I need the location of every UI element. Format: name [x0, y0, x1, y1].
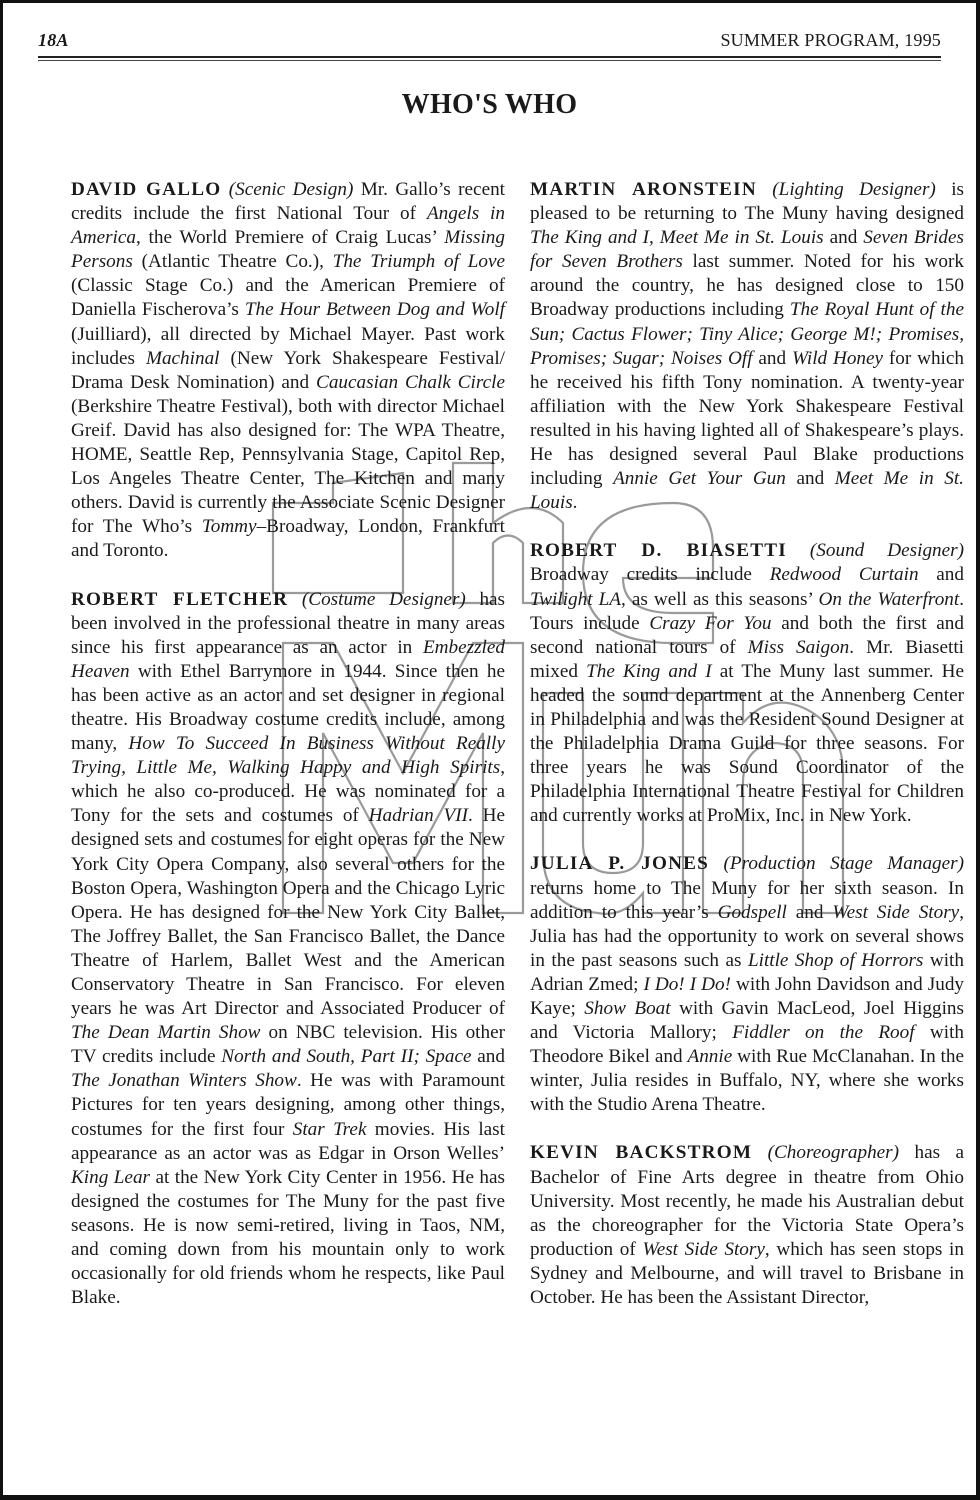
work-title: Miss Saigon	[747, 636, 850, 658]
bio-role: (Lighting Designer)	[772, 179, 936, 200]
running-head	[38, 23, 941, 51]
bio-text	[530, 878, 964, 1116]
bio-name: DAVID GALLO	[71, 179, 222, 200]
bio-run: with Adrian Zmed;	[530, 949, 964, 995]
work-title: Annie Get Your Gun	[613, 468, 786, 490]
page-number: 18A	[38, 30, 69, 50]
bio-run: with Rue McClanahan. In the winter, Julia resides in Buffalo, NY, where she works with the Studio Arena Theatre.	[530, 1046, 965, 1116]
bio-role: (Production Stage Manager)	[723, 853, 964, 875]
left-column	[71, 178, 505, 1334]
work-title: How To Succeed In Business Without Really Trying, Little Me, Walking Happy and High Spirits	[71, 733, 505, 779]
bio-run: last summer. Noted for his work around the country, he has designed close to 150 Broadway productions including	[530, 251, 964, 321]
work-title: Wild Honey	[791, 347, 884, 369]
page-title: WHO'S WHO	[401, 89, 578, 120]
bio-run: and	[786, 901, 833, 923]
bio-run: with Theodore Bikel and	[530, 1022, 965, 1068]
bio-run: , Julia has had the opportunity to work on several shows in the past seasons such as	[530, 901, 964, 971]
work-title: Crazy For You	[649, 612, 772, 634]
bio-run: (Berkshire Theatre Festival), both with director Michael Greif. David has also designed for: The WPA Theatre, HOME, Seattle Rep, Pennsylvania Stage, Capitol Rep, Los Angeles Theatre Center, The Kitchen and many others. David is currently the Associate Scenic Designer for The Who’s	[71, 395, 505, 538]
bio-run: at the New York City Center in 1956. He has designed the costumes for The Muny for the past five seasons. He is now semi-retired, living in Taos, NM, and coming down from his mountain only to work occasionally for old friends whom he respects, like Paul Blake.	[71, 1166, 505, 1309]
bio-run: at The Muny last summer. He headed the sound department at the Annenberg Center in Philadelphia and was the Resident Sound Designer at the Philadelphia Drama Guild for three seasons. For three years he was Sound Coordinator of the Philadelphia International Theatre Festival for Children and currently works at ProMix, Inc. in New York.	[530, 660, 964, 827]
bio-run: Broadway credits include	[530, 564, 770, 586]
work-title: I Do! I Do!	[643, 973, 731, 995]
work-title: Angels in America	[71, 203, 505, 249]
work-title: The King and I, Meet Me in St. Louis	[530, 227, 824, 249]
work-title: The Hour Between Dog and Wolf	[244, 299, 506, 321]
bio-run: (Classic Stage Co.) and the American Premiere of Daniella Fischerova’s	[71, 275, 505, 321]
bio-run: Mr. Gallo’s recent credits include the first National Tour of	[71, 179, 506, 225]
bio-run: . He designed sets and costumes for eight operas for the New York City Opera Company, also several others for the Boston Opera, Washington Opera and the Chicago Lyric Opera. He has designed for the New York City Ballet, The Joffrey Ballet, the San Francisco Ballet, the Dance Theatre of Harlem, Ballet West and the American Conservatory Theatre in San Francisco. For eleven years he was Art Director and Associated Producer of	[71, 805, 505, 1020]
work-title: Fiddler on the Roof	[732, 1022, 915, 1044]
work-title: Meet Me in St. Louis	[530, 468, 964, 514]
right-column	[530, 178, 964, 1334]
work-title: The Dean Martin Show	[71, 1022, 261, 1044]
bio-run: (Juilliard), all directed by Michael Mayer. Past work includes	[71, 323, 505, 369]
work-title: North and South, Part II; Space	[221, 1046, 472, 1068]
bio-run: , which has seen stops in Sydney and Melbourne, and will travel to Brisbane in October. He has been the Assistant Director,	[530, 1238, 964, 1309]
work-title: Star Trek	[292, 1118, 367, 1140]
work-title: West Side Story	[642, 1238, 765, 1260]
bio-run: and	[918, 564, 964, 586]
bio-role: (Sound Designer)	[809, 540, 965, 562]
bio-run: and both the first and second national tours of	[530, 612, 964, 658]
bio-run: and	[785, 468, 835, 490]
bio-run: . He was with Paramount Pictures for ten years designing, among other things, costumes for the first four	[71, 1070, 505, 1140]
work-title: On the Waterfront	[818, 588, 960, 610]
bio-run: –Broadway, London, Frankfurt and Toronto.	[71, 516, 505, 562]
bio-text	[71, 179, 505, 561]
work-title: Annie	[687, 1046, 733, 1068]
work-title: The Triumph of Love	[332, 251, 505, 273]
bio-run: (New York Shakespeare Festival/ Drama Desk Nomination) and	[71, 347, 505, 393]
bio-name: ROBERT D. BIASETTI	[530, 540, 787, 562]
bio-run: . Tours include	[530, 588, 965, 634]
bio-entry-robert-biasetti	[530, 539, 964, 828]
bio-role: (Scenic Design)	[228, 179, 354, 200]
work-title: Missing Persons	[71, 227, 505, 273]
work-title: Redwood Curtain	[769, 564, 919, 586]
bio-entry-robert-fletcher	[71, 588, 505, 1311]
header-rule-thin	[38, 60, 941, 61]
work-title: The Royal Hunt of the Sun; Cactus Flower; Tiny Alice; George M!; Promises, Promises; Sugar; Noises Off	[530, 299, 964, 369]
work-title: Caucasian Chalk Circle	[316, 371, 505, 393]
work-title: King Lear	[71, 1166, 151, 1188]
bio-entry-martin-aronstein	[530, 178, 964, 515]
work-title: Godspell	[717, 901, 787, 923]
bio-run: , as well as this seasons’	[621, 588, 819, 610]
work-title: West Side Story	[832, 901, 960, 923]
bio-run: , which he also co-produced. He was nominated for a Tony for the sets and costumes of	[71, 757, 505, 827]
bio-text	[530, 564, 964, 826]
bio-run: with Ethel Barrymore in 1944. Since then he has been active as an actor and set designer in regional theatre. His Broadway costume credits include, among many,	[71, 660, 505, 755]
bio-run: . Mr. Biasetti mixed	[530, 636, 964, 682]
work-title: Twilight LA	[530, 588, 622, 610]
bio-run: and	[752, 347, 792, 369]
bio-entry-julia-jones	[530, 852, 964, 1117]
bio-run: and	[823, 227, 864, 249]
bio-run: movies. His last appearance as an actor was as Edgar in Orson Welles’	[71, 1118, 505, 1164]
work-title: Machinal	[145, 347, 220, 369]
work-title: Hadrian VII	[368, 805, 468, 827]
bio-role: (Choreographer)	[767, 1142, 900, 1164]
running-title: SUMMER PROGRAM, 1995	[720, 30, 941, 50]
work-title: Embezzled Heaven	[71, 636, 505, 682]
bio-run: has a Bachelor of Fine Arts degree in theatre from Ohio University. Most recently, he made his Australian debut as the choreographer for the Victoria State Opera’s production of	[530, 1142, 965, 1260]
bio-name: KEVIN BACKSTROM	[530, 1142, 753, 1164]
work-title: Tommy	[201, 516, 257, 538]
bio-run: , the World Premiere of Craig Lucas’	[136, 227, 445, 249]
work-title: Little Shop of Horrors	[747, 949, 924, 971]
bio-text	[71, 589, 505, 1309]
bio-run: on NBC television. His other TV credits include	[71, 1022, 505, 1068]
bio-name: ROBERT FLETCHER	[71, 588, 289, 610]
work-title: The Jonathan Winters Show	[71, 1070, 297, 1092]
bio-role: (Costume Designer)	[301, 588, 466, 610]
bio-run: with Gavin MacLeod, Joel Higgins and Victoria Mallory;	[530, 998, 964, 1044]
bio-run: (Atlantic Theatre Co.),	[132, 251, 333, 273]
bio-run: .	[572, 492, 578, 514]
bio-name: JULIA P. JONES	[530, 853, 709, 875]
bio-entry-kevin-backstrom	[530, 1141, 964, 1310]
bio-run: is pleased to be returning to The Muny having designed	[530, 179, 964, 225]
bio-run: with John Davidson and Judy Kaye;	[530, 973, 965, 1019]
bio-run: and	[471, 1046, 505, 1068]
bio-text	[530, 1142, 964, 1308]
bio-entry-david-gallo	[71, 178, 505, 564]
bio-run: has been involved in the professional theatre in many areas since his first appearance as an actor in	[71, 588, 506, 658]
header-rule	[38, 56, 941, 58]
bio-text	[530, 179, 964, 513]
work-title: The King and I	[586, 660, 712, 682]
bio-run: for which he received his fifth Tony nomination. A twenty-year affiliation with the New York Shakespeare Festival resulted in his having lighted all of Shakespeare’s plays. He has designed several Paul Blake productions including	[530, 347, 964, 490]
work-title: Show Boat	[584, 998, 671, 1019]
work-title: Seven Brides for Seven Brothers	[530, 227, 964, 273]
bio-run: returns home to The Muny for her sixth season. In addition to this year’s	[530, 877, 964, 923]
bio-name: MARTIN ARONSTEIN	[530, 179, 757, 200]
